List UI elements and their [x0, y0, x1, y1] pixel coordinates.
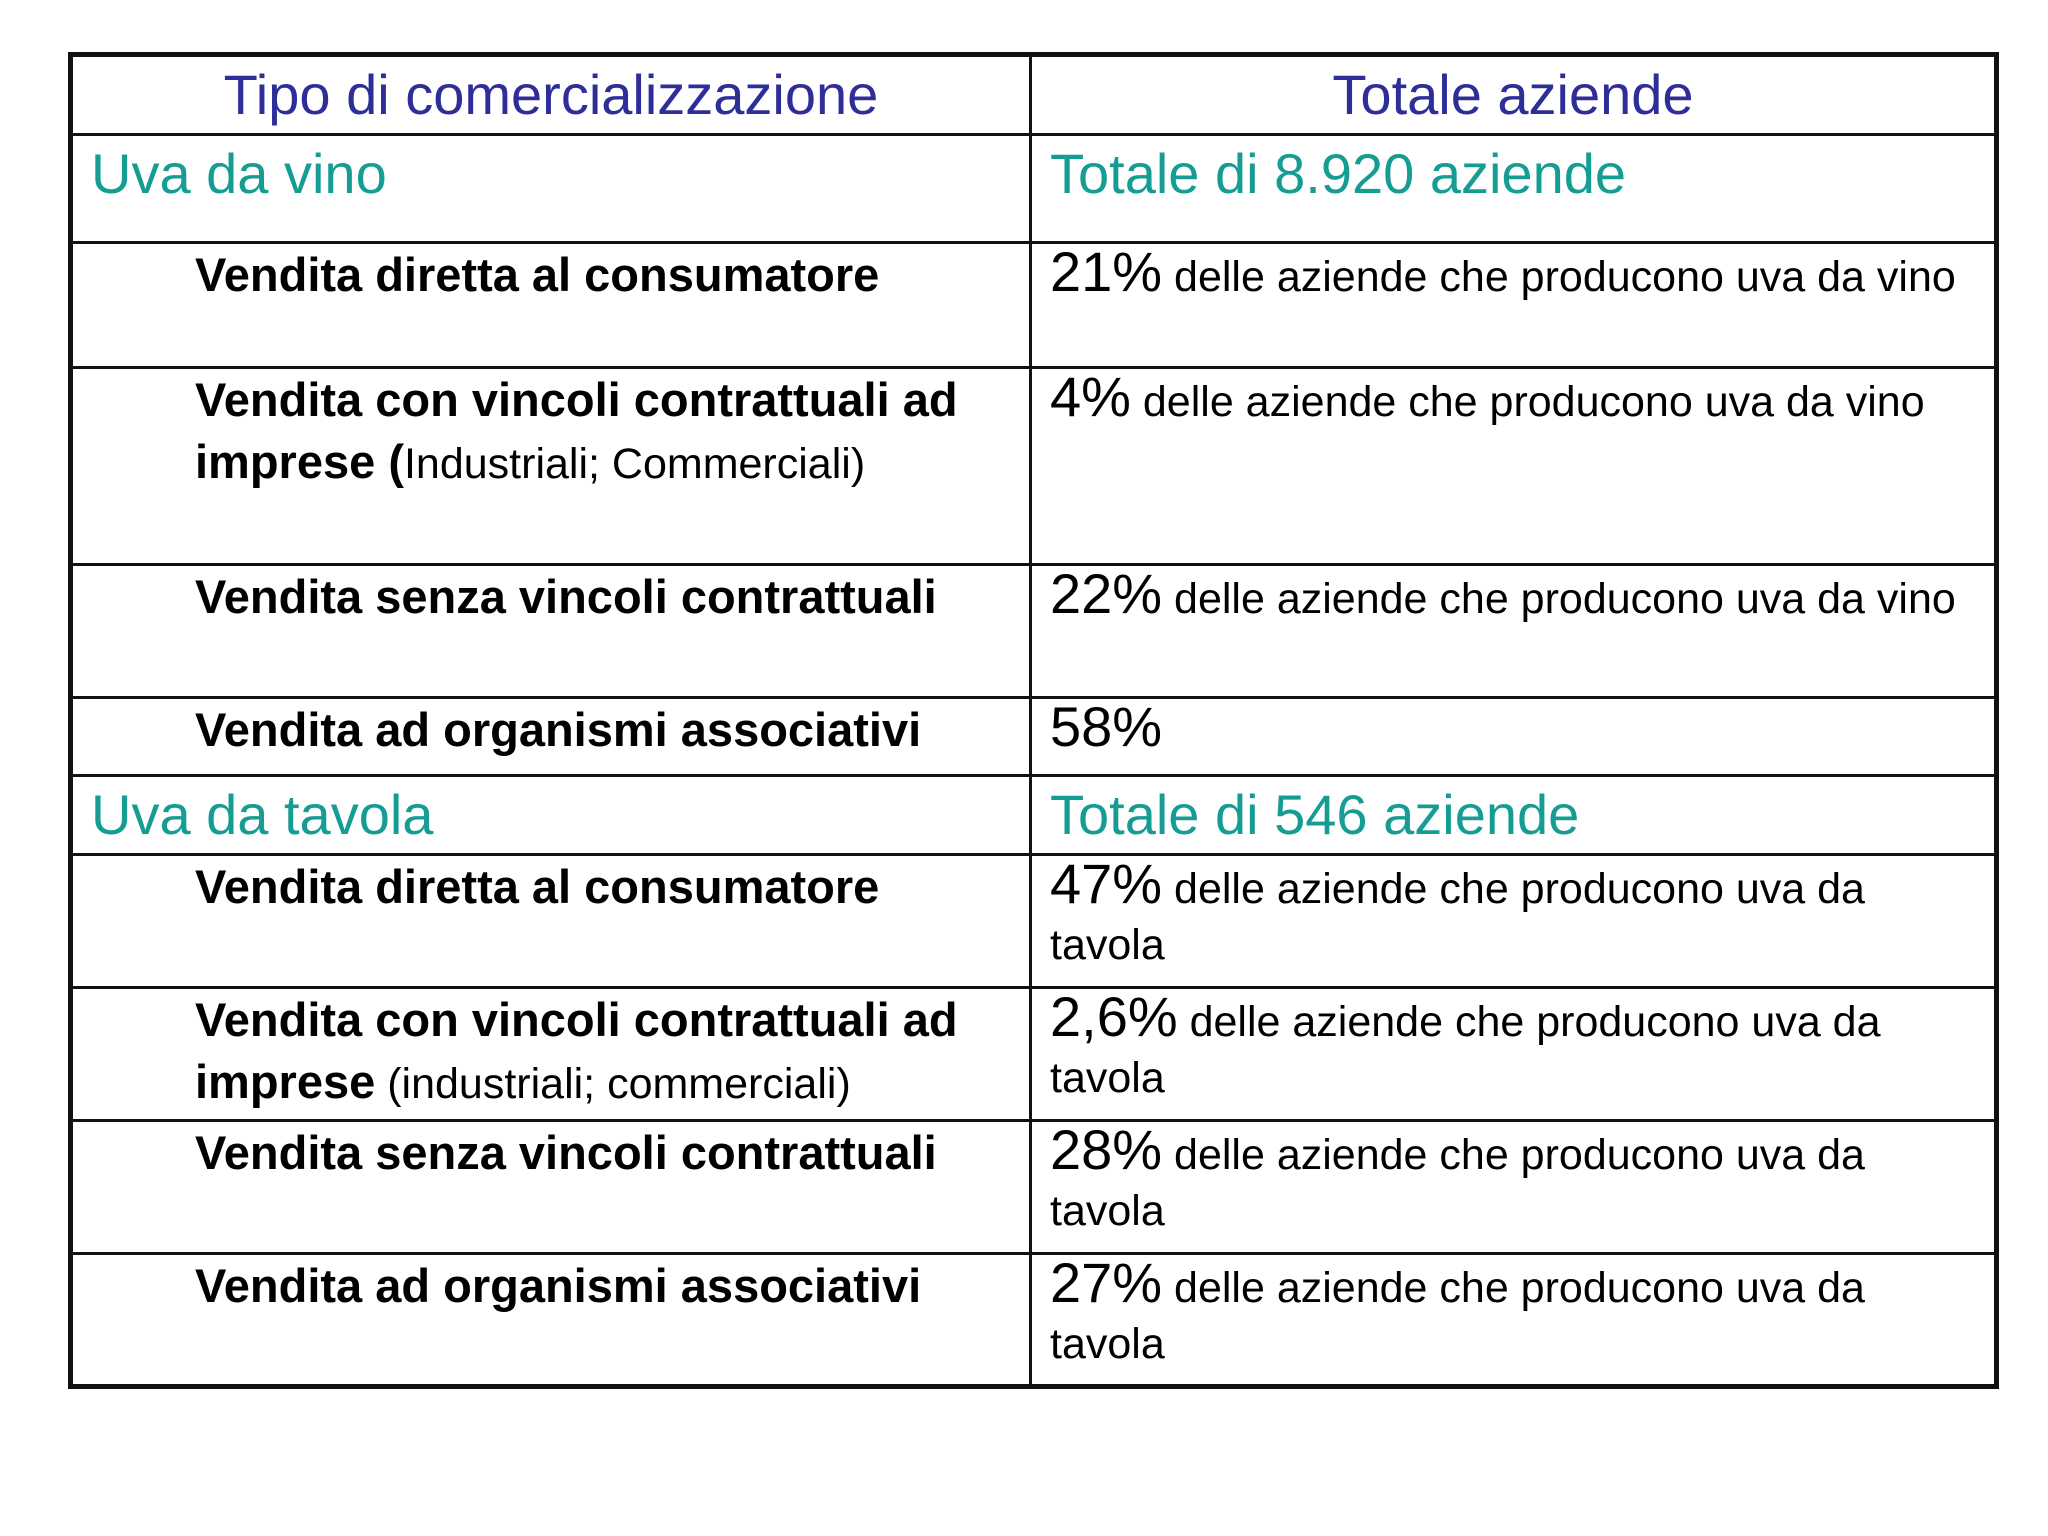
row-label-bold: Vendita ad organismi associativi — [195, 1259, 922, 1312]
row-percent: 28% — [1050, 1118, 1163, 1181]
table-row — [71, 855, 1997, 988]
row-label-bold: Vendita diretta al consumatore — [195, 860, 880, 913]
row-label-bold: Vendita senza vincoli contrattuali — [195, 570, 937, 623]
row-value-text: delle aziende che producono uva da tavola — [1050, 865, 1865, 969]
row-value — [1031, 852, 1997, 988]
row-label — [71, 855, 1031, 988]
row-percent: 47% — [1050, 852, 1163, 915]
row-label — [71, 988, 1031, 1121]
row-percent: 2,6% — [1050, 985, 1178, 1048]
row-percent: 4% — [1050, 365, 1131, 428]
row-value — [1031, 365, 1997, 565]
row-label-plain: Industriali; Commerciali) — [403, 440, 866, 488]
row-percent: 27% — [1050, 1251, 1163, 1314]
row-label — [71, 698, 1031, 776]
section-total: Totale di 546 aziende — [1031, 776, 1997, 855]
row-percent: 58% — [1050, 695, 1163, 758]
row-label-bold: Vendita con vincoli contrattuali ad imprese ( — [195, 373, 958, 488]
row-label — [71, 243, 1031, 368]
row-value — [1031, 1251, 1997, 1387]
row-label-plain: (industriali; commerciali) — [375, 1060, 851, 1108]
table-header-row — [71, 55, 1997, 135]
table-row — [71, 243, 1997, 368]
row-value — [1031, 695, 1997, 776]
table-row — [71, 1121, 1997, 1254]
header-type: Tipo di comercializzazione — [71, 55, 1031, 135]
row-value — [1031, 1118, 1997, 1254]
header-total: Totale aziende — [1031, 55, 1997, 135]
row-label — [71, 1254, 1031, 1387]
row-value-text: delle aziende che producono uva da vino — [1130, 378, 1925, 426]
row-label — [71, 565, 1031, 698]
section-label: Uva da vino — [71, 135, 1031, 243]
table-row — [71, 368, 1997, 565]
section-label: Uva da tavola — [71, 776, 1031, 855]
row-percent: 22% — [1050, 562, 1163, 625]
section-row — [71, 135, 1997, 243]
row-value-text: delle aziende che producono uva da vino — [1162, 253, 1956, 301]
table-row — [71, 988, 1997, 1121]
row-label-bold: Vendita diretta al consumatore — [195, 248, 880, 301]
row-label-bold: Vendita con vincoli contrattuali ad imprese — [195, 993, 958, 1108]
row-label — [71, 1121, 1031, 1254]
row-value-text: delle aziende che producono uva da tavola — [1050, 998, 1881, 1102]
section-total: Totale di 8.920 aziende — [1031, 135, 1997, 243]
row-value-text: delle aziende che producono uva da tavola — [1050, 1131, 1865, 1235]
table-row — [71, 565, 1997, 698]
row-label-bold: Vendita ad organismi associativi — [195, 703, 922, 756]
row-value — [1031, 240, 1997, 368]
row-label — [71, 368, 1031, 565]
table-row — [71, 1254, 1997, 1387]
row-percent: 21% — [1050, 240, 1163, 303]
row-value — [1031, 562, 1997, 698]
section-row — [71, 776, 1997, 855]
table-row — [71, 698, 1997, 776]
row-value-text: delle aziende che producono uva da vino — [1162, 575, 1956, 623]
row-value — [1031, 985, 1997, 1121]
row-label-bold: Vendita senza vincoli contrattuali — [195, 1126, 937, 1179]
commercialization-table — [68, 52, 1999, 1389]
row-value-text: delle aziende che producono uva da tavola — [1050, 1264, 1865, 1368]
